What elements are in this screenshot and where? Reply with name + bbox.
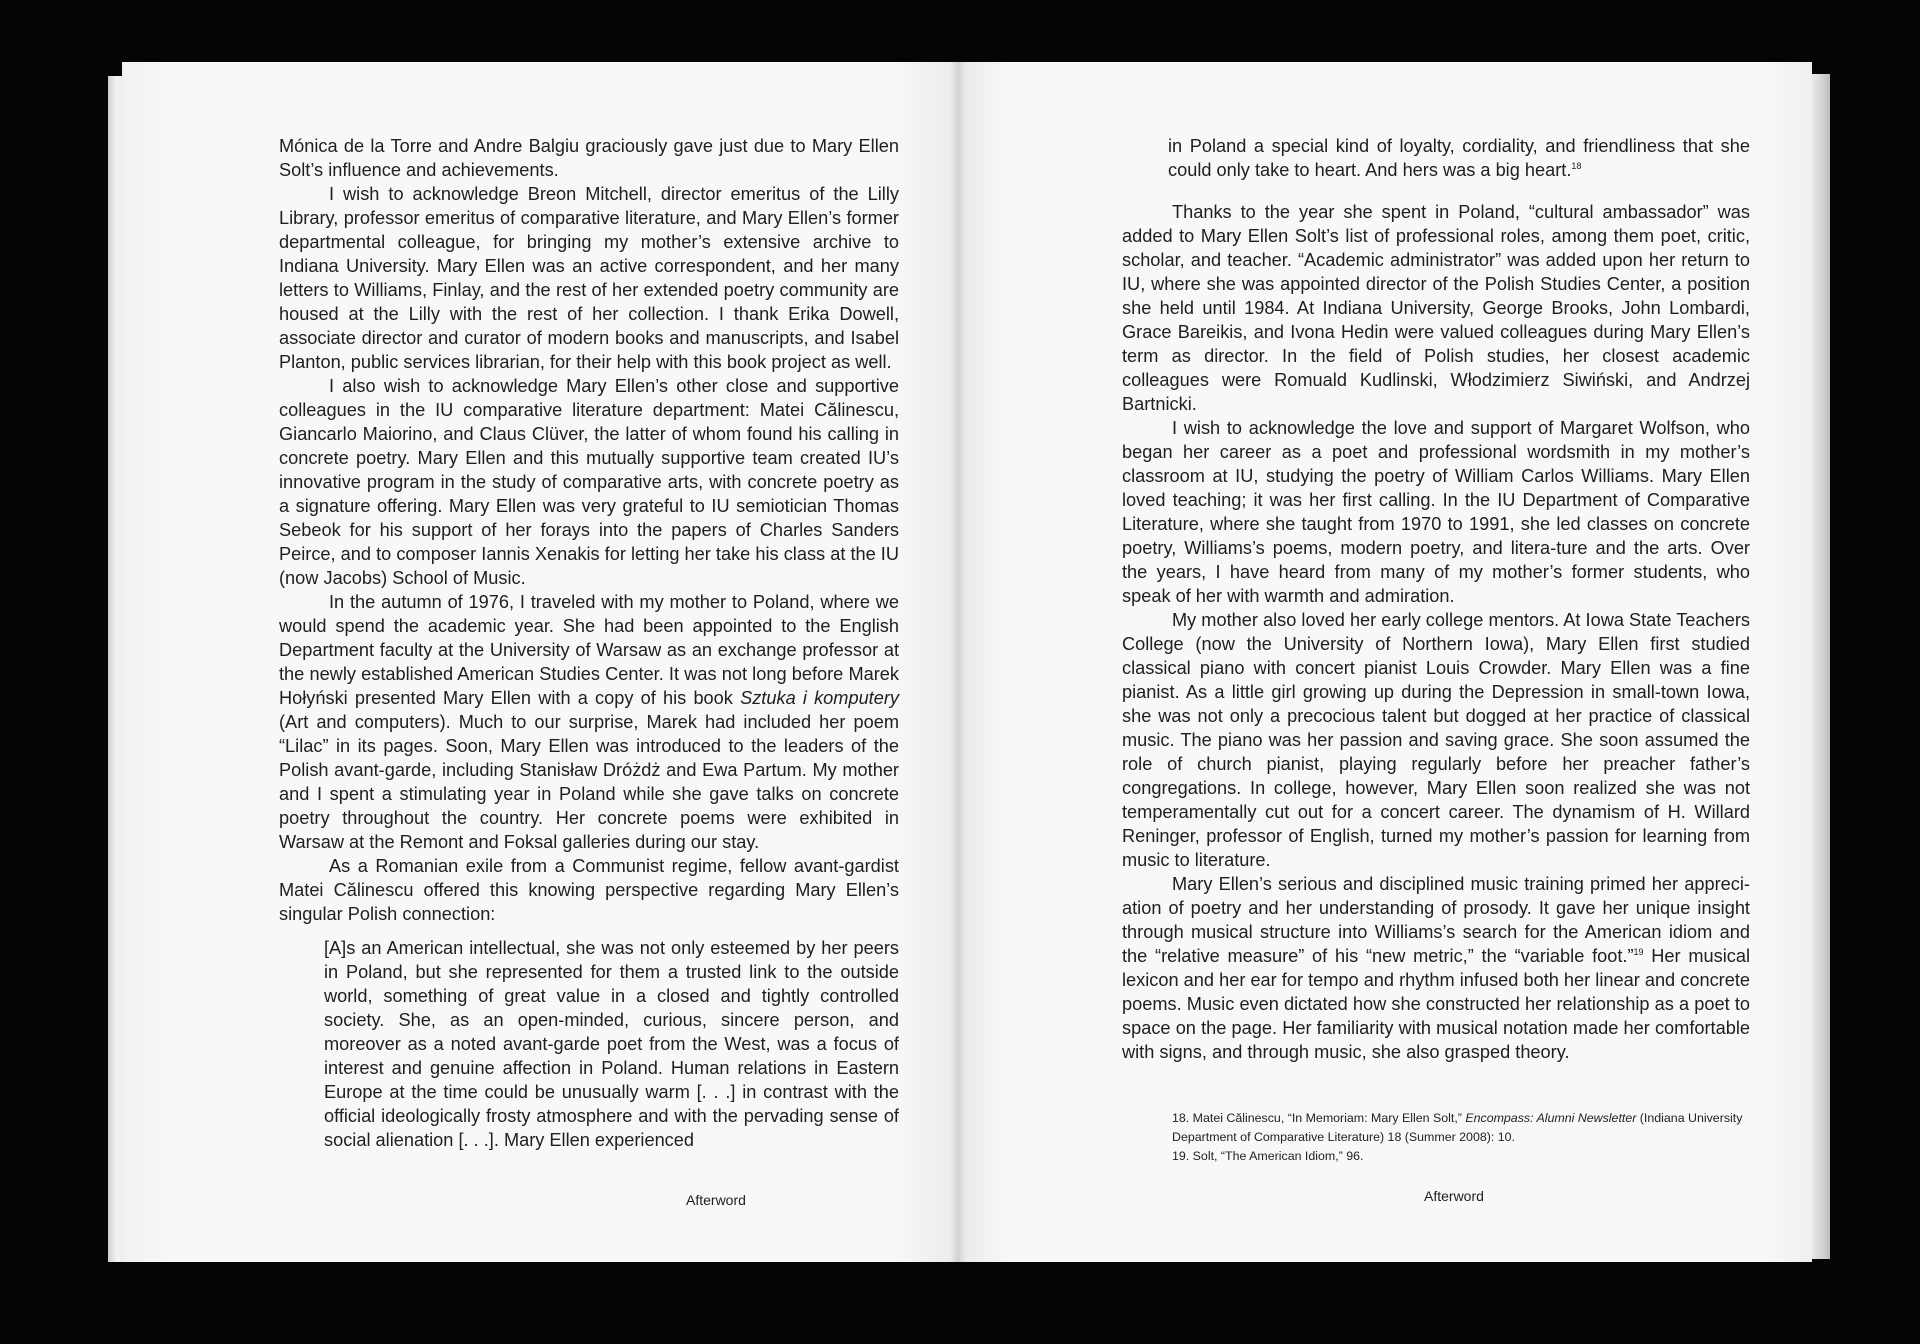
paragraph: I wish to acknowledge the love and support of Margaret Wolfson, who began her career as a poet and professional wordsmith in my mother’s classroom at IU, studying the poetry of William Carlos Williams. Mary Ellen loved teaching; it was her first calling. In the IU Department of Comparative Literature, where she taught from 1970 to 1991, she led classes on concrete poetry, Williams’s poems, modern poetry, and litera-ture and the arts. Over the years, I have heard from many of my mother’s former students, who speak of her with warmth and admiration. xyxy=(1122,418,1750,606)
book-gutter xyxy=(950,62,966,1262)
right-page-body xyxy=(1122,134,1750,1064)
footnote-18 xyxy=(1172,1109,1744,1147)
paragraph-text: Mary Ellen’s serious and disciplined music training primed her appreci-ation of poetry and her understanding of prosody. It gave her unique insight through musical structure into Williams’s search for the American idiom and the “relative measure” of his “new metric,” the “variable foot.” xyxy=(1122,874,1750,966)
left-page-body xyxy=(279,134,899,1152)
running-head: Afterword xyxy=(686,1192,746,1208)
block-quote-continuation xyxy=(1122,134,1750,182)
footnote-ref: 19 xyxy=(1633,946,1644,957)
footnote-text: 18. Matei Călinescu, “In Memoriam: Mary Ellen Solt,” xyxy=(1172,1111,1466,1125)
footnote-title: Encompass: Alumni Newsletter xyxy=(1465,1111,1637,1125)
footnote-ref: 18 xyxy=(1571,160,1582,171)
paragraph xyxy=(279,590,899,854)
paragraph-text: In the autumn of 1976, I traveled with my mother to Poland, where we would spend the academic year. She had been appointed to the English Department faculty at the University of Warsaw as an exchange professor at the newly established American Studies Center. It was not long before Marek Hołyński presented Mary Ellen with a copy of his book xyxy=(279,592,899,708)
right-page xyxy=(958,62,1812,1262)
quote-text: in Poland a special kind of loyalty, cordiality, and friendliness that she could only take to heart. And hers was a big heart. xyxy=(1168,136,1750,180)
paragraph-text: Her musical lexicon and her ear for tempo and rhythm infused both her linear and concrete poems. Music even dictated how she constructed her relationship as a poet to space on the page. Her familiarity with musical notation made her comfortable with signs, and through music, she also grasped theory. xyxy=(1122,946,1750,1062)
book-title: Sztuka i komputery xyxy=(740,688,899,708)
left-page xyxy=(122,62,958,1262)
block-quote xyxy=(324,936,899,1152)
page-block-right-edge xyxy=(1812,74,1830,1259)
footnotes xyxy=(1172,1109,1744,1166)
paragraph: My mother also loved her early college mentors. At Iowa State Teachers College (now the University of Northern Iowa), Mary Ellen first studied classical piano with concert pianist Louis Crowder. Mary Ellen was a fine pianist. As a little girl growing up during the Depression in small-town Iowa, she was not only a precocious talent but dogged at her practice of classical music. The piano was her passion and saving grace. She soon assumed the role of church pianist, playing regularly before her preacher father’s congregations. In college, however, Mary Ellen soon realized she was not temperamentally cut out for a concert career. The dynamism of H. Willard Reninger, professor of English, turned my mother’s passion for learning from music to literature. xyxy=(1122,610,1750,870)
paragraph: As a Romanian exile from a Communist regime, fellow avant-gardist Matei Călinescu offered this knowing perspective regarding Mary Ellen’s singular Polish connection: xyxy=(279,856,899,924)
paragraph: Thanks to the year she spent in Poland, “cultural ambassador” was added to Mary Ellen Solt’s list of professional roles, among them poet, critic, scholar, and teacher. “Academic administrator” was added upon her return to IU, where she was appointed director of the Polish Studies Center, a position she held until 1984. At Indiana University, George Brooks, John Lombardi, Grace Bareikis, and Ivona Hedin were valued colleagues during Mary Ellen’s term as director. In the field of Polish studies, her closest academic colleagues were Romuald Kudlinski, Włodzimierz Siwiński, and Andrzej Bartnicki. xyxy=(1122,202,1750,414)
paragraph: Mónica de la Torre and Andre Balgiu graciously gave just due to Mary Ellen Solt’s influence and achievements. xyxy=(279,136,899,180)
paragraph-text: (Art and computers). Much to our surprise, Marek had included her poem “Lilac” in its pages. Soon, Mary Ellen was introduced to the leaders of the Polish avant-garde, including Stanisław Dróżdż and Ewa Partum. My mother and I spent a stimulating year in Poland while she gave talks on concrete poetry throughout the country. Her concrete poems were exhibited in Warsaw at the Remont and Foksal galleries during our stay. xyxy=(279,712,899,852)
footnote-text: (Indiana University Department of Comparative Literature) 18 (Summer 2008): 10. xyxy=(1172,1111,1743,1144)
open-book xyxy=(108,62,1830,1262)
footnote-19: 19. Solt, “The American Idiom,” 96. xyxy=(1172,1149,1364,1163)
paragraph: I wish to acknowledge Breon Mitchell, director emeritus of the Lilly Library, professor emeritus of comparative literature, and Mary Ellen’s former departmental colleague, for bringing my mother’s extensive archive to Indiana University. Mary Ellen was an active correspondent, and her many letters to Williams, Finlay, and the rest of her extended poetry community are housed at the Lilly with the rest of her collection. I thank Erika Dowell, associate director and curator of modern books and manuscripts, and Isabel Planton, public services librarian, for their help with this book project as well. xyxy=(279,184,899,372)
paragraph xyxy=(1122,872,1750,1064)
block-quote-text: [A]s an American intellectual, she was not only esteemed by her peers in Poland, but she represented for them a trusted link to the outside world, something of great value in a closed and tightly controlled society. She, as an open-minded, curious, sincere person, and moreover as a noted avant-garde poet from the West, was a focus of interest and genuine affection in Poland. Human relations in Eastern Europe at the time could be unusually warm [. . .] in contrast with the official ideologically frosty atmosphere and with the pervading sense of social alienation [. . .]. Mary Ellen experienced xyxy=(324,938,899,1150)
running-head: Afterword xyxy=(1424,1188,1484,1204)
paragraph: I also wish to acknowledge Mary Ellen’s other close and supportive colleagues in the IU comparative literature department: Matei Călinescu, Giancarlo Maiorino, and Claus Clüver, the latter of whom found his calling in concrete poetry. Mary Ellen and this mutually supportive team created IU’s innovative program in the study of comparative arts, with concrete poetry as a signature offering. Mary Ellen was very grateful to IU semiotician Thomas Sebeok for his support of her forays into the papers of Charles Sanders Peirce, and to composer Iannis Xenakis for letting her take his class at the IU (now Jacobs) School of Music. xyxy=(279,376,899,588)
